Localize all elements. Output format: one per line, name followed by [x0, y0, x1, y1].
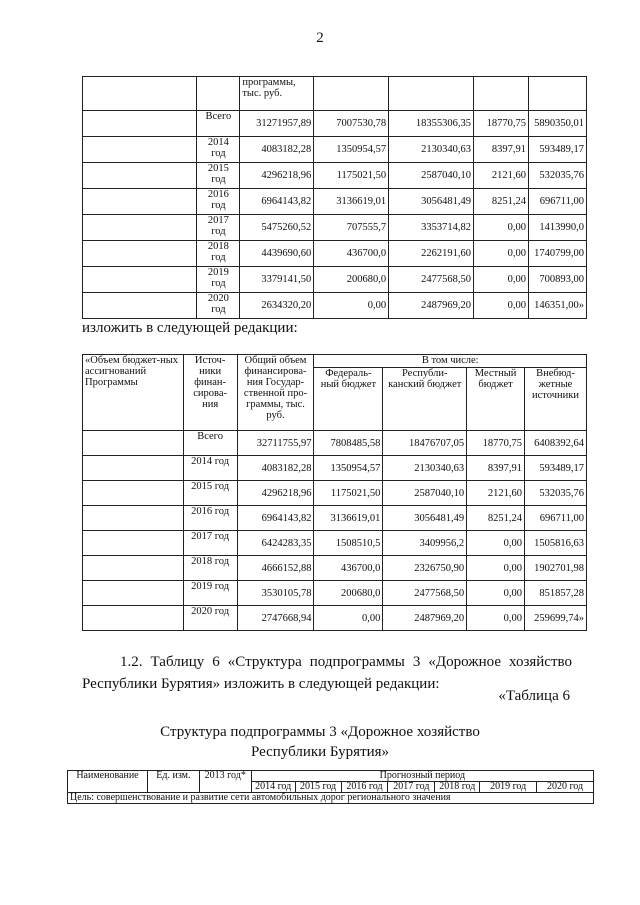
federal-value: 200680,0	[314, 581, 383, 606]
year-header: 2014 год	[251, 782, 295, 793]
federal-value: 707555,7	[314, 215, 389, 241]
federal-value: 1508510,5	[314, 531, 383, 556]
table-row	[83, 556, 587, 581]
blank-cell	[83, 163, 197, 189]
federal-value: 1350954,57	[314, 137, 389, 163]
blank-cell	[83, 241, 197, 267]
federal-value: 7808485,58	[314, 431, 383, 456]
local-value: 18770,75	[467, 431, 525, 456]
row-label: 2020 год	[183, 606, 237, 631]
table-reference: «Таблица 6	[498, 688, 570, 704]
republican-value: 18476707,05	[383, 431, 467, 456]
table-row	[83, 431, 587, 456]
row-label: 2020 год	[197, 293, 240, 319]
local-value: 8397,91	[467, 456, 525, 481]
funding-table-old	[82, 76, 587, 319]
year-header: 2017 год	[388, 782, 435, 793]
row-label: 2018 год	[183, 556, 237, 581]
table-row	[83, 111, 587, 137]
blank-cell	[83, 581, 184, 606]
blank-cell	[83, 431, 184, 456]
extrabudget-value: 593489,17	[528, 137, 586, 163]
federal-value: 3136619,01	[314, 506, 383, 531]
republican-value: 2130340,63	[383, 456, 467, 481]
federal-value: 436700,0	[314, 241, 389, 267]
extrabudget-value: 146351,00»	[528, 293, 586, 319]
forecast-header: Прогнозный период	[251, 771, 593, 782]
republican-value: 3056481,49	[389, 189, 474, 215]
table1-body	[83, 111, 587, 319]
structure-title-line1: Структура подпрограммы 3 «Дорожное хозяйство	[160, 724, 480, 740]
total-value: 6964143,82	[240, 189, 314, 215]
year-header: 2018 год	[435, 782, 480, 793]
blank-cell	[83, 456, 184, 481]
table-row	[83, 163, 587, 189]
table2-body	[83, 431, 587, 631]
total-value: 5475260,52	[240, 215, 314, 241]
extrabudget-value: 5890350,01	[528, 111, 586, 137]
total-value: 4296218,96	[237, 481, 314, 506]
structure-table	[67, 770, 594, 804]
extrabudget-value: 259699,74»	[525, 606, 587, 631]
year-header: 2015 год	[295, 782, 341, 793]
total-value: 4666152,88	[237, 556, 314, 581]
republican-value: 18355306,35	[389, 111, 474, 137]
extrabudget-value: 696711,00	[528, 189, 586, 215]
goal-row: Цель: совершенствование и развитие сети автомобильных дорог регионального значения	[68, 793, 594, 804]
table-row	[83, 293, 587, 319]
local-value: 18770,75	[474, 111, 529, 137]
structure-title	[0, 722, 640, 762]
col-republican: Республи-канский бюджет	[383, 368, 467, 431]
blank-cell	[83, 606, 184, 631]
extrabudget-value: 1902701,98	[525, 556, 587, 581]
table-row	[83, 581, 587, 606]
structure-title-line2: Республики Бурятия»	[250, 744, 390, 760]
federal-value: 1175021,50	[314, 481, 383, 506]
table-row	[83, 606, 587, 631]
table-row	[83, 137, 587, 163]
extrabudget-value: 6408392,64	[525, 431, 587, 456]
extrabudget-value: 593489,17	[525, 456, 587, 481]
col-allocations: «Объем бюджет-ных ассигнований Программы	[83, 355, 184, 431]
row-label: 2016 год	[183, 506, 237, 531]
total-value: 3379141,50	[240, 267, 314, 293]
blank-cell	[83, 267, 197, 293]
total-value: 3530105,78	[237, 581, 314, 606]
funding-table-new	[82, 354, 587, 631]
local-value: 0,00	[474, 267, 529, 293]
col-total: Общий объем финансирова-ния Государ-ственной про-граммы, тыс. руб.	[237, 355, 314, 431]
total-value: 6424283,35	[237, 531, 314, 556]
row-label: 2018 год	[197, 241, 240, 267]
local-value: 8397,91	[474, 137, 529, 163]
local-value: 0,00	[467, 606, 525, 631]
local-value: 0,00	[467, 556, 525, 581]
blank-cell	[83, 481, 184, 506]
total-value: 31271957,89	[240, 111, 314, 137]
extrabudget-value: 700893,00	[528, 267, 586, 293]
federal-value: 7007530,78	[314, 111, 389, 137]
table-row	[83, 241, 587, 267]
republican-value: 2477568,50	[389, 267, 474, 293]
col-name: Наименование	[68, 771, 148, 793]
blank-cell	[83, 189, 197, 215]
table-row	[83, 481, 587, 506]
blank-cell	[83, 111, 197, 137]
row-label: 2019 год	[183, 581, 237, 606]
row-label: Всего	[197, 111, 240, 137]
col-federal: Федераль-ный бюджет	[314, 368, 383, 431]
total-value: 4083182,28	[237, 456, 314, 481]
total-value: 2634320,20	[240, 293, 314, 319]
blank-cell	[83, 215, 197, 241]
total-value: 6964143,82	[237, 506, 314, 531]
extrabudget-value: 851857,28	[525, 581, 587, 606]
extrabudget-value: 696711,00	[525, 506, 587, 531]
blank-cell	[83, 137, 197, 163]
local-value: 0,00	[474, 293, 529, 319]
intro-text: изложить в следующей редакции:	[82, 320, 298, 336]
republican-value: 3056481,49	[383, 506, 467, 531]
row-label: 2014 год	[197, 137, 240, 163]
local-value: 8251,24	[467, 506, 525, 531]
republican-value: 2262191,60	[389, 241, 474, 267]
blank-cell	[197, 77, 240, 111]
local-value: 2121,60	[467, 481, 525, 506]
blank-cell	[83, 531, 184, 556]
local-value: 0,00	[474, 215, 529, 241]
row-label: 2015 год	[183, 481, 237, 506]
col-extrabudget: Внебюд-жетные источники	[525, 368, 587, 431]
year-header: 2020 год	[537, 782, 594, 793]
republican-value: 3353714,82	[389, 215, 474, 241]
local-value: 8251,24	[474, 189, 529, 215]
total-value: 4083182,28	[240, 137, 314, 163]
col-base-year: 2013 год*	[199, 771, 251, 793]
federal-value: 1350954,57	[314, 456, 383, 481]
local-value: 0,00	[474, 241, 529, 267]
federal-value: 200680,0	[314, 267, 389, 293]
paragraph-text: 1.2. Таблицу 6 «Структура подпрограммы 3 «Дорожное хозяйство Республики Бурятия» изложить в следующей редакции:	[82, 654, 572, 692]
table-row	[83, 215, 587, 241]
local-value: 0,00	[467, 581, 525, 606]
row-label: 2015 год	[197, 163, 240, 189]
extrabudget-value: 532035,76	[525, 481, 587, 506]
republican-value: 2587040,10	[383, 481, 467, 506]
row-label: Всего	[183, 431, 237, 456]
year-header: 2016 год	[341, 782, 388, 793]
total-value: 4439690,60	[240, 241, 314, 267]
local-value: 2121,60	[474, 163, 529, 189]
republican-value: 2487969,20	[389, 293, 474, 319]
republican-value: 2487969,20	[383, 606, 467, 631]
blank-cell	[83, 77, 197, 111]
row-label: 2019 год	[197, 267, 240, 293]
total-value: 32711755,97	[237, 431, 314, 456]
federal-value: 0,00	[314, 293, 389, 319]
table-row	[83, 531, 587, 556]
extrabudget-value: 1505816,63	[525, 531, 587, 556]
year-header: 2019 год	[480, 782, 537, 793]
federal-value: 3136619,01	[314, 189, 389, 215]
republican-value: 2326750,90	[383, 556, 467, 581]
including-header: В том числе:	[314, 355, 587, 368]
table-row	[83, 456, 587, 481]
col-unit: Ед. изм.	[147, 771, 199, 793]
col-local: Местный бюджет	[467, 368, 525, 431]
col-sources: Источ-ники финан-сирова-ния	[183, 355, 237, 431]
extrabudget-value: 532035,76	[528, 163, 586, 189]
extrabudget-value: 1740799,00	[528, 241, 586, 267]
table-row	[83, 506, 587, 531]
row-label: 2017 год	[183, 531, 237, 556]
republican-value: 2130340,63	[389, 137, 474, 163]
federal-value: 436700,0	[314, 556, 383, 581]
republican-value: 2477568,50	[383, 581, 467, 606]
total-value: 4296218,96	[240, 163, 314, 189]
republican-value: 2587040,10	[389, 163, 474, 189]
blank-cell	[83, 556, 184, 581]
total-value: 2747668,94	[237, 606, 314, 631]
federal-value: 0,00	[314, 606, 383, 631]
table-row	[83, 267, 587, 293]
republican-value: 3409956,2	[383, 531, 467, 556]
federal-value: 1175021,50	[314, 163, 389, 189]
total-header-tail: программы, тыс. руб.	[240, 77, 314, 111]
page-number: 2	[316, 30, 324, 46]
blank-cell	[83, 506, 184, 531]
row-label: 2016 год	[197, 189, 240, 215]
row-label: 2014 год	[183, 456, 237, 481]
blank-cell	[83, 293, 197, 319]
row-label: 2017 год	[197, 215, 240, 241]
local-value: 0,00	[467, 531, 525, 556]
extrabudget-value: 1413990,0	[528, 215, 586, 241]
table-row	[83, 189, 587, 215]
